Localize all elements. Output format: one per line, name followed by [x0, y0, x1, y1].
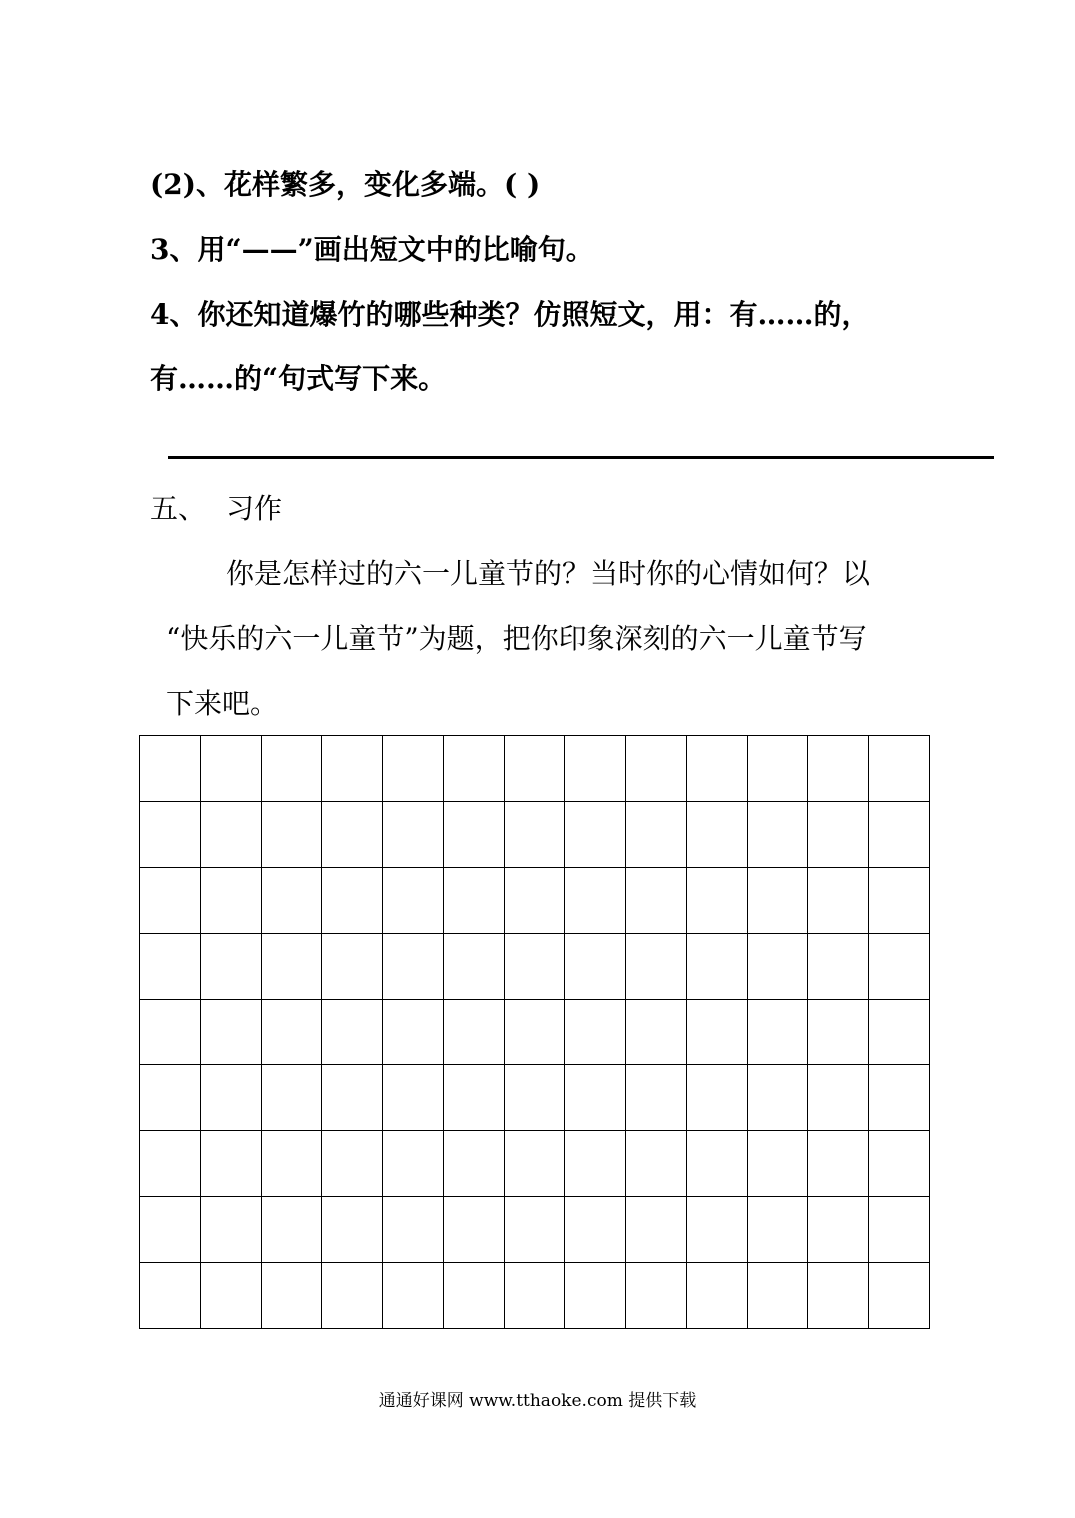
grid-cell[interactable]: [140, 802, 201, 868]
grid-cell[interactable]: [140, 934, 201, 1000]
grid-cell[interactable]: [262, 1131, 323, 1197]
grid-cell[interactable]: [322, 736, 383, 802]
grid-cell[interactable]: [383, 1065, 444, 1131]
grid-cell[interactable]: [687, 1000, 748, 1066]
question-2-item: (2)、花样繁多，变化多端。( ): [150, 168, 541, 201]
grid-cell[interactable]: [748, 934, 809, 1000]
question-4-line-1: 4、你还知道爆竹的哪些种类？仿照短文，用：有……的，: [150, 298, 870, 331]
grid-cell[interactable]: [565, 868, 626, 934]
grid-cell[interactable]: [505, 1131, 566, 1197]
answer-line[interactable]: [168, 456, 994, 459]
grid-cell[interactable]: [201, 934, 262, 1000]
question-3: 3、用“——”画出短文中的比喻句。: [150, 233, 594, 266]
grid-cell[interactable]: [626, 1000, 687, 1066]
grid-cell[interactable]: [322, 1197, 383, 1263]
grid-cell[interactable]: [626, 934, 687, 1000]
grid-cell[interactable]: [262, 1065, 323, 1131]
grid-cell[interactable]: [748, 736, 809, 802]
grid-cell[interactable]: [505, 1065, 566, 1131]
grid-cell[interactable]: [140, 1000, 201, 1066]
grid-cell[interactable]: [383, 868, 444, 934]
grid-cell[interactable]: [444, 1197, 505, 1263]
grid-cell[interactable]: [201, 802, 262, 868]
grid-cell[interactable]: [808, 736, 869, 802]
grid-cell[interactable]: [626, 1197, 687, 1263]
grid-cell[interactable]: [808, 1197, 869, 1263]
grid-cell[interactable]: [262, 1263, 323, 1329]
grid-cell[interactable]: [748, 1197, 809, 1263]
grid-cell[interactable]: [262, 736, 323, 802]
grid-cell[interactable]: [565, 1263, 626, 1329]
grid-cell[interactable]: [687, 934, 748, 1000]
grid-cell[interactable]: [383, 1131, 444, 1197]
essay-prompt-line-3: 下来吧。: [166, 687, 279, 720]
grid-cell[interactable]: [383, 802, 444, 868]
essay-prompt-line-1: 你是怎样过的六一儿童节的？当时你的心情如何？以: [226, 557, 871, 590]
grid-cell[interactable]: [383, 1263, 444, 1329]
grid-cell[interactable]: [444, 802, 505, 868]
grid-cell[interactable]: [808, 934, 869, 1000]
grid-cell[interactable]: [626, 802, 687, 868]
grid-cell[interactable]: [262, 1197, 323, 1263]
grid-cell[interactable]: [565, 934, 626, 1000]
grid-cell[interactable]: [626, 1263, 687, 1329]
grid-cell[interactable]: [383, 1000, 444, 1066]
grid-cell[interactable]: [748, 1263, 809, 1329]
grid-cell[interactable]: [748, 1000, 809, 1066]
footer-credit: 通通好课网 www.tthaoke.com 提供下载: [378, 1391, 697, 1411]
grid-cell[interactable]: [505, 1000, 566, 1066]
grid-cell[interactable]: [140, 1197, 201, 1263]
grid-cell[interactable]: [201, 736, 262, 802]
grid-cell[interactable]: [140, 1263, 201, 1329]
grid-cell[interactable]: [565, 1000, 626, 1066]
grid-cell[interactable]: [201, 1131, 262, 1197]
grid-cell[interactable]: [869, 736, 930, 802]
grid-cell[interactable]: [322, 1131, 383, 1197]
grid-cell[interactable]: [322, 802, 383, 868]
grid-cell[interactable]: [383, 736, 444, 802]
grid-cell[interactable]: [201, 1197, 262, 1263]
grid-cell[interactable]: [322, 1065, 383, 1131]
grid-cell[interactable]: [565, 1065, 626, 1131]
grid-cell[interactable]: [444, 1000, 505, 1066]
grid-cell[interactable]: [687, 868, 748, 934]
grid-cell[interactable]: [140, 1131, 201, 1197]
grid-cell[interactable]: [140, 868, 201, 934]
grid-cell[interactable]: [383, 934, 444, 1000]
section-title: 习作: [226, 492, 283, 525]
grid-cell[interactable]: [262, 802, 323, 868]
grid-cell[interactable]: [444, 1065, 505, 1131]
grid-cell[interactable]: [383, 1197, 444, 1263]
grid-cell[interactable]: [201, 868, 262, 934]
grid-cell[interactable]: [140, 736, 201, 802]
grid-cell[interactable]: [748, 868, 809, 934]
grid-cell[interactable]: [444, 736, 505, 802]
grid-cell[interactable]: [808, 802, 869, 868]
grid-cell[interactable]: [505, 868, 566, 934]
grid-cell[interactable]: [869, 868, 930, 934]
grid-cell[interactable]: [808, 868, 869, 934]
grid-cell[interactable]: [505, 934, 566, 1000]
grid-cell[interactable]: [565, 1131, 626, 1197]
grid-cell[interactable]: [869, 1263, 930, 1329]
question-4-line-2: 有……的“句式写下来。: [150, 362, 447, 395]
grid-cell[interactable]: [505, 802, 566, 868]
grid-cell[interactable]: [201, 1263, 262, 1329]
grid-cell[interactable]: [565, 1197, 626, 1263]
grid-cell[interactable]: [565, 736, 626, 802]
grid-cell[interactable]: [869, 934, 930, 1000]
grid-cell[interactable]: [687, 1197, 748, 1263]
grid-cell[interactable]: [322, 868, 383, 934]
grid-cell[interactable]: [748, 1131, 809, 1197]
grid-cell[interactable]: [808, 1000, 869, 1066]
grid-cell[interactable]: [444, 868, 505, 934]
grid-cell[interactable]: [262, 868, 323, 934]
grid-cell[interactable]: [626, 736, 687, 802]
grid-cell[interactable]: [869, 1065, 930, 1131]
grid-cell[interactable]: [322, 934, 383, 1000]
grid-cell[interactable]: [444, 1131, 505, 1197]
grid-cell[interactable]: [687, 1131, 748, 1197]
grid-cell[interactable]: [748, 802, 809, 868]
grid-cell[interactable]: [748, 1065, 809, 1131]
grid-cell[interactable]: [626, 868, 687, 934]
grid-cell[interactable]: [505, 1263, 566, 1329]
grid-cell[interactable]: [808, 1263, 869, 1329]
grid-cell[interactable]: [869, 1131, 930, 1197]
grid-cell[interactable]: [201, 1000, 262, 1066]
grid-cell[interactable]: [140, 1065, 201, 1131]
grid-cell[interactable]: [687, 736, 748, 802]
grid-cell[interactable]: [626, 1131, 687, 1197]
grid-cell[interactable]: [565, 802, 626, 868]
grid-cell[interactable]: [869, 802, 930, 868]
grid-cell[interactable]: [869, 1197, 930, 1263]
grid-cell[interactable]: [687, 1263, 748, 1329]
grid-cell[interactable]: [201, 1065, 262, 1131]
grid-cell[interactable]: [322, 1000, 383, 1066]
grid-cell[interactable]: [808, 1065, 869, 1131]
grid-cell[interactable]: [626, 1065, 687, 1131]
composition-grid: [139, 735, 930, 1329]
essay-prompt-line-2: “快乐的六一儿童节”为题，把你印象深刻的六一儿童节写: [166, 622, 867, 655]
grid-cell[interactable]: [505, 1197, 566, 1263]
grid-cell[interactable]: [687, 802, 748, 868]
grid-cell[interactable]: [444, 934, 505, 1000]
section-number: 五、: [150, 492, 207, 525]
grid-cell[interactable]: [687, 1065, 748, 1131]
grid-cell[interactable]: [869, 1000, 930, 1066]
grid-cell[interactable]: [808, 1131, 869, 1197]
grid-cell[interactable]: [505, 736, 566, 802]
grid-cell[interactable]: [262, 934, 323, 1000]
grid-cell[interactable]: [262, 1000, 323, 1066]
grid-cell[interactable]: [322, 1263, 383, 1329]
grid-cell[interactable]: [444, 1263, 505, 1329]
